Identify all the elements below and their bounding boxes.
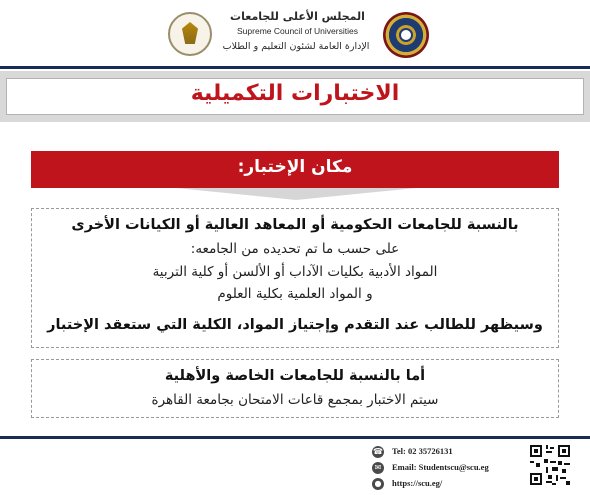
footer-web[interactable]: https://scu.eg/ [392, 478, 443, 488]
box1-heading: بالنسبة للجامعات الحكومية أو المعاهد العالية أو الكيانات الأخرى [71, 217, 519, 233]
eagle-icon [182, 22, 198, 44]
phone-icon: ☎ [373, 447, 383, 456]
header-divider [0, 66, 590, 69]
email-icon: ✉ [372, 462, 384, 474]
public-universities-box [31, 208, 559, 348]
seal-center-icon [399, 28, 413, 42]
box1-line2: على حسب ما تم تحديده من الجامعه: [190, 241, 400, 257]
page-footer [0, 440, 590, 495]
egypt-emblem-logo [168, 12, 212, 56]
council-name-ar: المجلس الأعلى للجامعات [230, 10, 365, 23]
box2-line2: سيتم الاختبار بمجمع قاعات الامتحان بجامعة القاهرة [151, 392, 439, 408]
council-name-en: Supreme Council of Universities [237, 26, 358, 36]
footer-tel: Tel: 02 35726131 [392, 446, 453, 456]
box2-heading: أما بالنسبة للجامعات الخاصة والأهلية [164, 368, 426, 384]
department-name: الإدارة العامة لشئون التعليم و الطلاب [222, 41, 370, 52]
box1-line4: و المواد العلمية بكلية العلوم [217, 286, 373, 302]
footer-email[interactable]: Email: Studentscu@scu.eg [392, 462, 489, 472]
title-box [6, 78, 584, 115]
section-header [31, 151, 559, 188]
qr-code [528, 443, 572, 487]
globe-icon: ● [372, 478, 384, 490]
page-header [0, 0, 590, 66]
footer-divider [0, 436, 590, 439]
down-arrow-shape [176, 188, 416, 200]
council-seal-logo [383, 12, 429, 58]
section-label: مكان الإختبار: [237, 157, 353, 177]
page-title: الاختبارات التكميلية [190, 81, 400, 106]
box1-note: وسيظهر للطالب عند التقدم وإجتياز المواد، الكلية التي ستعقد الإختبار [47, 317, 543, 333]
box1-line3: المواد الأدبية بكليات الآداب أو الألسن أو كلية التربية [152, 264, 438, 280]
private-universities-box [31, 359, 559, 418]
